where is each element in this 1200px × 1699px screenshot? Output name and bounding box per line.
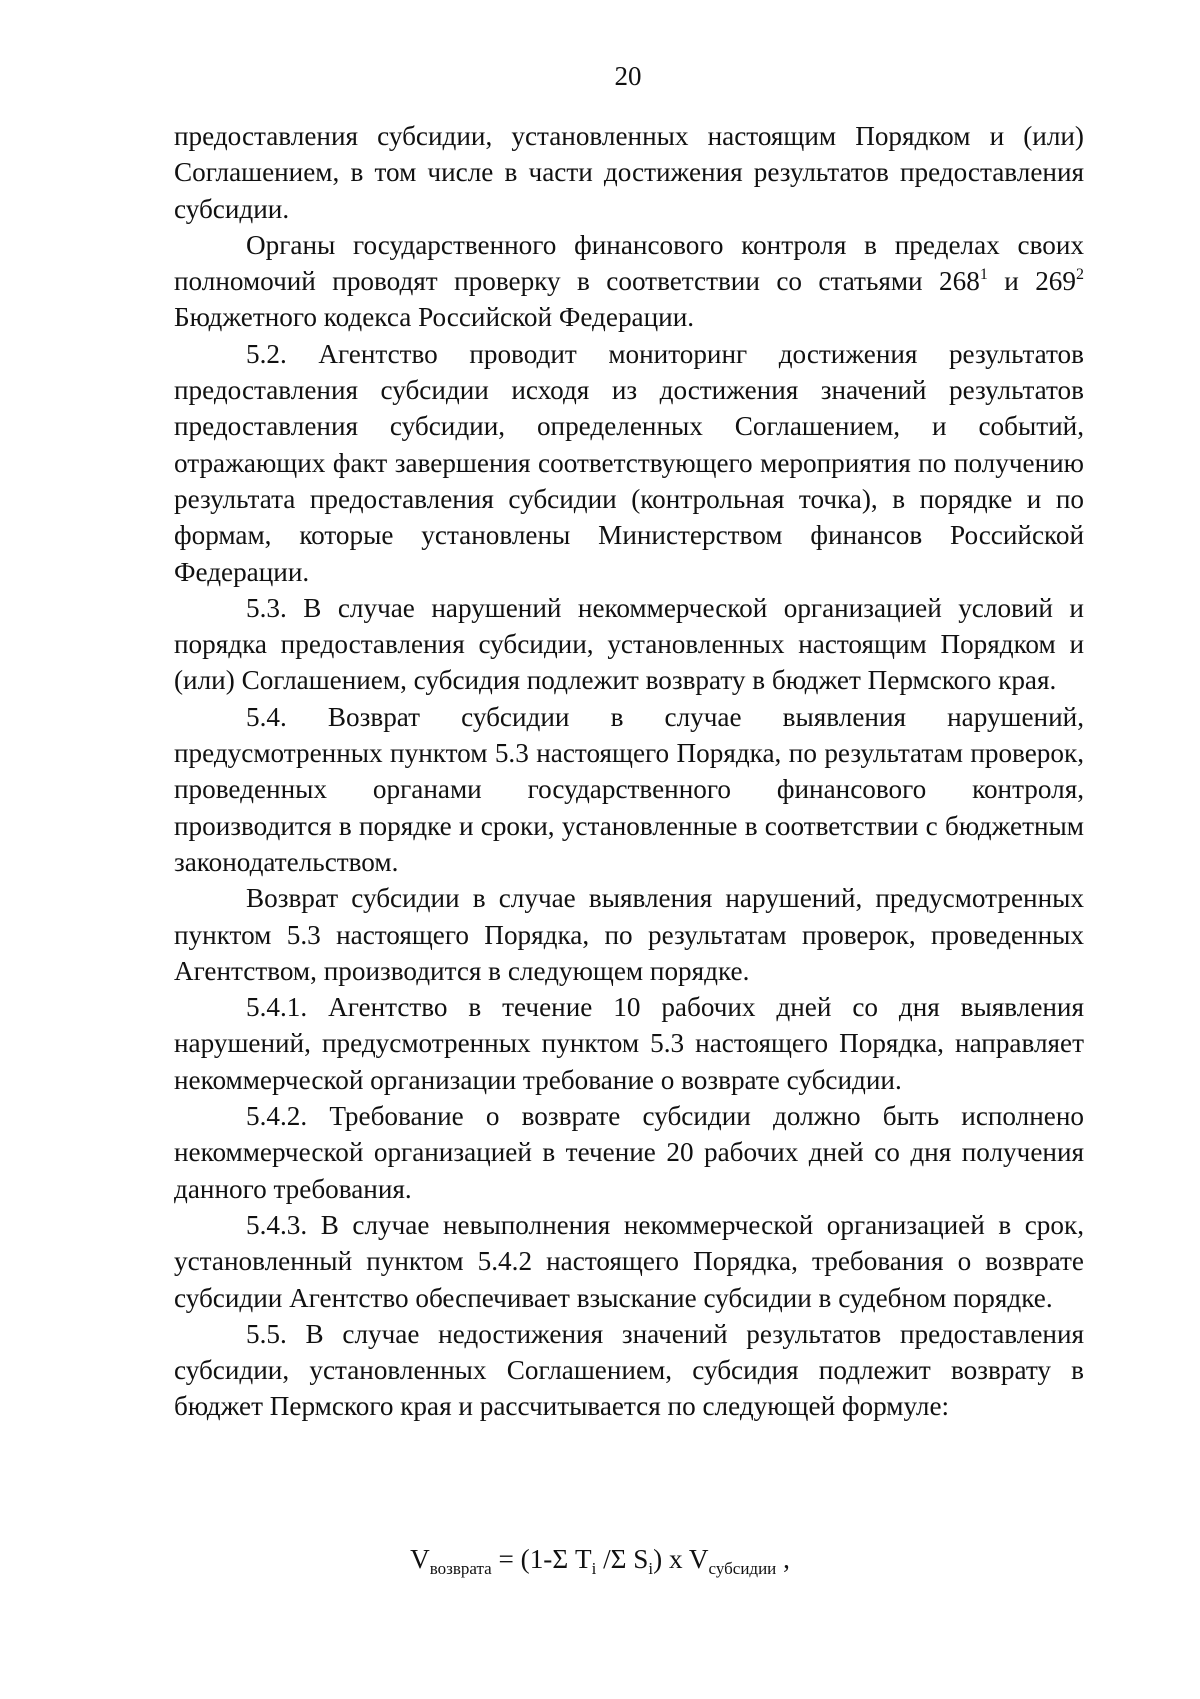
paragraph-text: и 269 — [987, 266, 1076, 297]
formula-text: /Σ S — [596, 1544, 649, 1574]
formula-text: ) x V — [653, 1544, 709, 1574]
return-formula — [0, 1541, 1200, 1577]
paragraph-5-2: 5.2. Агентство проводит мониторинг достижения результатов предоставления субсидии исходя из достижения значений результатов предоставления субсидии, определенных Соглашением, и событий, отражающих факт завершения соответствующего мероприятия по получению результата предоставления субсидии (контрольная точка), в порядке и по формам, которые установлены Министерством финансов Российской Федерации. — [174, 338, 1084, 587]
formula-subscript: i — [591, 1559, 597, 1578]
formula-subscript: i — [648, 1559, 654, 1578]
paragraph-5-4-1: 5.4.1. Агентство в течение 10 рабочих дней со дня выявления нарушений, предусмотренных пунктом 5.3 настоящего Порядка, направляет некоммерческой организации требование о возврате субсидии. — [174, 992, 1084, 1095]
superscript: 2 — [1076, 266, 1084, 284]
formula-subscript: субсидии — [708, 1559, 777, 1578]
formula-text: V — [410, 1544, 430, 1574]
paragraph-return-procedure: Возврат субсидии в случае выявления нарушений, предусмотренных пунктом 5.3 настоящего Порядка, по результатам проверок, проведенных Агентством, производится в следующем порядке. — [174, 883, 1084, 986]
paragraph-5-4: 5.4. Возврат субсидии в случае выявления нарушений, предусмотренных пунктом 5.3 настоящего Порядка, по результатам проверок, проведенных органами государственного финансового контроля, производится в порядке и сроки, установленные в соответствии с бюджетным законодательством. — [174, 701, 1084, 877]
paragraph-financial-control — [174, 227, 1084, 336]
paragraph-5-4-2: 5.4.2. Требование о возврате субсидии должно быть исполнено некоммерческой организацией в течение 20 рабочих дней со дня получения данного требования. — [174, 1101, 1084, 1204]
formula-text: = (1-Σ T — [491, 1544, 592, 1574]
page-number: 20 — [614, 61, 642, 91]
superscript: 1 — [979, 266, 988, 284]
paragraph-5-4-3: 5.4.3. В случае невыполнения некоммерческой организацией в срок, установленный пунктом 5.4.2 настоящего Порядка, требования о возврате субсидии Агентство обеспечивает взыскание субсидии в судебном порядке. — [174, 1209, 1084, 1313]
document-body — [174, 118, 1084, 1425]
paragraph-continuation: предоставления субсидии, установленных настоящим Порядком и (или) Соглашением, в том числе в части достижения результатов предоставления субсидии. — [174, 121, 1084, 224]
paragraph-5-3: 5.3. В случае нарушений некоммерческой организацией условий и порядка предоставления субсидии, установленных настоящим Порядком и (или) Соглашением, субсидия подлежит возврату в бюджет Пермского края. — [174, 592, 1084, 696]
formula-text: , — [776, 1544, 790, 1574]
paragraph-text: Бюджетного кодекса Российской Федерации. — [174, 302, 695, 333]
paragraph-5-5: 5.5. В случае недостижения значений результатов предоставления субсидии, установленных Соглашением, субсидия подлежит возврату в бюджет Пермского края и рассчитывается по следующей формуле: — [174, 1318, 1084, 1422]
formula-subscript: возврата — [429, 1559, 492, 1578]
paragraph-text: Органы государственного финансового контроля в пределах своих полномочий проводят проверку в соответствии со статьями 268 — [174, 229, 1084, 297]
